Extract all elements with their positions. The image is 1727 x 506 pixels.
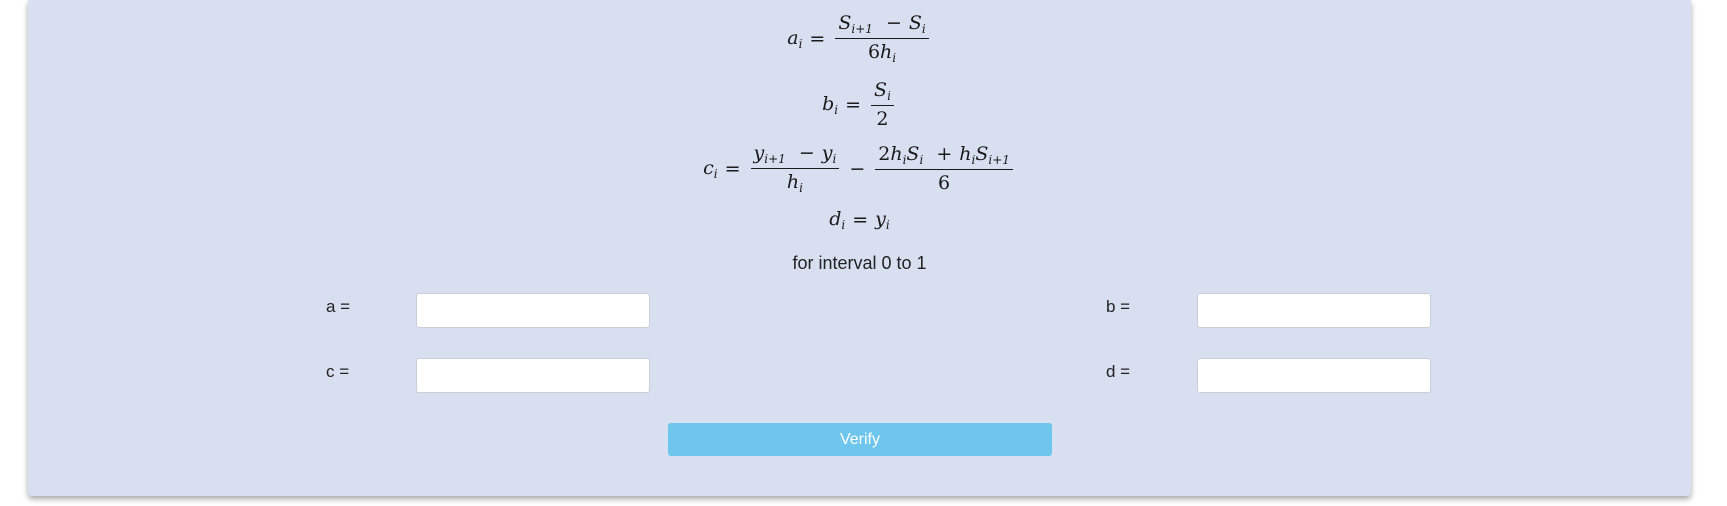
c-input[interactable] xyxy=(416,358,650,393)
b-label: b = xyxy=(1106,297,1131,316)
d-input[interactable] xyxy=(1197,358,1431,393)
verify-button[interactable]: Verify xyxy=(668,423,1052,456)
d-label: d = xyxy=(1106,362,1131,381)
a-input[interactable] xyxy=(416,293,650,328)
formula-c: $c_i$ = $\frac{y_{i+1} - y_i}{h_i}$ − $\frac{2h_iS_i + h_iS_{i+1}}{6}$ xyxy=(28,142,1691,195)
formula-d: $d_i$ = $y_i$ xyxy=(829,208,890,232)
exercise-panel xyxy=(28,0,1691,496)
a-label: a = xyxy=(326,297,351,316)
formula-b: $b_i$ = $\frac{S_i}{2}$ xyxy=(28,79,1691,130)
interval-text: for interval 0 to 1 xyxy=(792,253,927,273)
b-input[interactable] xyxy=(1197,293,1431,328)
c-label: c = xyxy=(326,362,350,381)
formula-a: $a_i$ = $\frac{S_{i+1} - S_i}{6h_i}$ xyxy=(28,12,1691,65)
